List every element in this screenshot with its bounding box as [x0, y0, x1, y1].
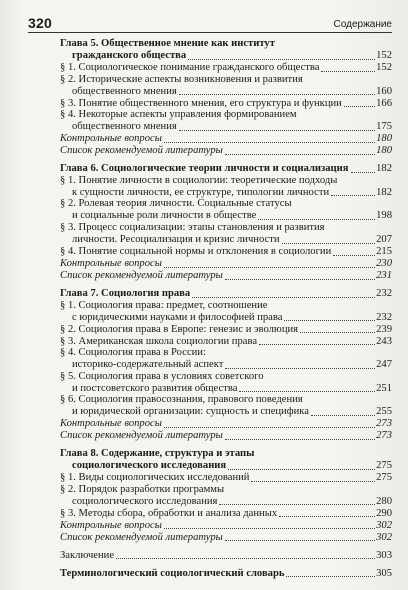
- chapter-5-title-line2: [60, 50, 392, 62]
- toc-entry-text: Список рекомендуемой литературы: [60, 531, 223, 543]
- toc-page: 160: [376, 85, 392, 97]
- toc-entry-text: социологического исследования: [72, 495, 218, 507]
- toc-entry-text: и постсоветского развития общества: [72, 382, 238, 394]
- toc-entry-questions: [60, 519, 392, 531]
- chapter-7-title: [60, 288, 392, 300]
- toc-page: 247: [376, 359, 392, 371]
- toc-entry-text: Контрольные вопросы: [60, 519, 162, 531]
- toc-entry: [60, 210, 392, 222]
- chapter-8-title-line2: [60, 460, 392, 472]
- toc-entry-line1: § 2. Порядок разработки программы: [60, 483, 225, 495]
- toc-entry-text: Список рекомендуемой литературы: [60, 269, 223, 281]
- toc-entry-line1: § 3. Процесс социализации: этапы становления и развития: [60, 221, 325, 233]
- toc-entry-text: § 4. Понятие социальной нормы и отклонения в социологии: [60, 245, 332, 257]
- toc-entry: [60, 246, 392, 258]
- toc-entry-text: Список рекомендуемой литературы: [60, 145, 223, 157]
- toc-page: 166: [376, 97, 392, 109]
- toc-entry-text: Терминологический социологический словарь: [60, 567, 285, 579]
- toc-page: 273: [376, 430, 392, 442]
- toc-entry-line1: § 2. Исторические аспекты возникновения и развития: [60, 73, 303, 85]
- toc-entry-line1: § 2. Ролевая теория личности. Социальные статусы: [60, 198, 292, 210]
- toc-entry-questions: [60, 418, 392, 430]
- toc-entry-text: и социальные роли личности в обществе: [72, 210, 257, 222]
- toc-entry-text: § 3. Американская школа социологии права: [60, 335, 258, 347]
- toc-entry-line1: § 4. Социология права в России:: [60, 347, 206, 359]
- toc-page: 280: [376, 495, 392, 507]
- toc-entry: [60, 62, 392, 74]
- toc-page: 232: [376, 311, 392, 323]
- toc-page: 180: [376, 145, 392, 157]
- toc-page: 302: [376, 519, 392, 531]
- toc-page: 175: [376, 121, 392, 133]
- toc-page: 230: [376, 257, 392, 269]
- page-header: [28, 14, 392, 33]
- toc-page: 290: [376, 507, 392, 519]
- toc-page: 152: [376, 62, 392, 73]
- toc-entry: [60, 335, 392, 347]
- toc-entry-text: историко-содержательный аспект: [72, 359, 224, 371]
- toc-entry: [60, 406, 392, 418]
- toc-entry-text: Глава 7. Социология права: [60, 287, 191, 299]
- toc-entry-literature: [60, 270, 392, 282]
- toc-page: 207: [376, 233, 392, 245]
- chapter-8-title-line1: Глава 8. Содержание, структура и этапы: [60, 447, 255, 459]
- toc-entry-text: с юридическими науками и философией права: [72, 311, 283, 323]
- toc-entry-text: § 2. Социология права в Европе: генезис и эволюция: [60, 323, 299, 335]
- toc-entry-text: Список рекомендуемой литературы: [60, 430, 223, 442]
- toc-entry-text: к сущности личности, ее структуре, типологии личности: [72, 186, 330, 198]
- toc-entry-text: Заключение: [60, 549, 115, 561]
- toc-entry-text: общественного мнения: [72, 85, 177, 97]
- toc-entry-text: § 3. Понятие общественного мнения, его структура и функции: [60, 97, 342, 109]
- toc-entry: [60, 507, 392, 519]
- toc-entry-line1: § 5. Социология права в условиях советского: [60, 370, 264, 382]
- toc-entry-literature: [60, 430, 392, 442]
- toc-page: 273: [376, 418, 392, 430]
- toc-entry: [60, 359, 392, 371]
- toc-entry-literature: [60, 145, 392, 157]
- toc-entry-text: и юридической организации: сущность и специфика: [72, 406, 309, 418]
- toc-entry: [60, 234, 392, 246]
- toc-entry: [60, 121, 392, 133]
- toc-page: 180: [376, 133, 392, 145]
- toc-entry-text: гражданского общества: [72, 50, 187, 61]
- toc-entry-text: § 1. Виды социологических исследований: [60, 471, 250, 483]
- toc-entry-line1: § 4. Некоторые аспекты управления формированием: [60, 109, 297, 121]
- toc-entry-questions: [60, 258, 392, 270]
- toc-page: 232: [376, 287, 392, 299]
- toc-entry-text: Контрольные вопросы: [60, 133, 162, 145]
- toc-page: 275: [376, 471, 392, 483]
- chapter-5-title-line1: Глава 5. Общественное мнение как институт: [60, 38, 275, 49]
- toc-entry: [60, 85, 392, 97]
- toc-entry: [60, 382, 392, 394]
- toc-entry-line1: § 6. Социология правосознания, правового поведения: [60, 394, 303, 406]
- toc-page: 251: [376, 382, 392, 394]
- toc-entry: [60, 472, 392, 484]
- toc-entry-line1: § 1. Понятие личности в социологии: теоретические подходы: [60, 174, 338, 186]
- toc-page: 231: [376, 269, 392, 281]
- toc-entry: [60, 311, 392, 323]
- toc-entry-text: личности. Ресоциализация и кризис личности: [72, 233, 280, 245]
- toc-page: 152: [376, 50, 392, 61]
- toc-entry: [60, 186, 392, 198]
- table-of-contents: [60, 38, 392, 579]
- toc-entry-questions: [60, 133, 392, 145]
- chapter-6-title: [60, 163, 392, 175]
- toc-entry-line1: § 1. Социология права: предмет, соотношение: [60, 299, 268, 311]
- toc-page: 198: [376, 210, 392, 222]
- toc-page: 182: [376, 186, 392, 198]
- toc-entry: [60, 97, 392, 109]
- toc-page: 239: [376, 323, 392, 335]
- toc-page: 255: [376, 406, 392, 418]
- toc-entry-glossary: [60, 567, 392, 579]
- toc-entry-text: Глава 6. Социологические теории личности и социализация: [60, 163, 349, 175]
- toc-entry: [60, 323, 392, 335]
- running-head: Содержание: [333, 19, 392, 30]
- toc-entry-text: социологического исследования: [72, 459, 227, 471]
- page-number: 320: [28, 15, 52, 31]
- toc-entry-literature: [60, 531, 392, 543]
- toc-entry: [60, 495, 392, 507]
- toc-entry-text: общественного мнения: [72, 121, 177, 133]
- toc-page: 243: [376, 335, 392, 347]
- toc-page: 182: [376, 163, 392, 175]
- toc-page: 215: [376, 245, 392, 257]
- toc-page: 305: [376, 567, 392, 579]
- toc-page: 275: [376, 459, 392, 471]
- toc-page: 302: [376, 531, 392, 543]
- toc-entry-conclusion: [60, 549, 392, 561]
- toc-entry-text: Контрольные вопросы: [60, 257, 162, 269]
- toc-entry-text: § 3. Методы сбора, обработки и анализа данных: [60, 507, 278, 519]
- toc-page: 303: [376, 549, 392, 561]
- toc-entry-text: § 1. Социологическое понимание гражданского общества: [60, 62, 320, 73]
- toc-entry-text: Контрольные вопросы: [60, 418, 162, 430]
